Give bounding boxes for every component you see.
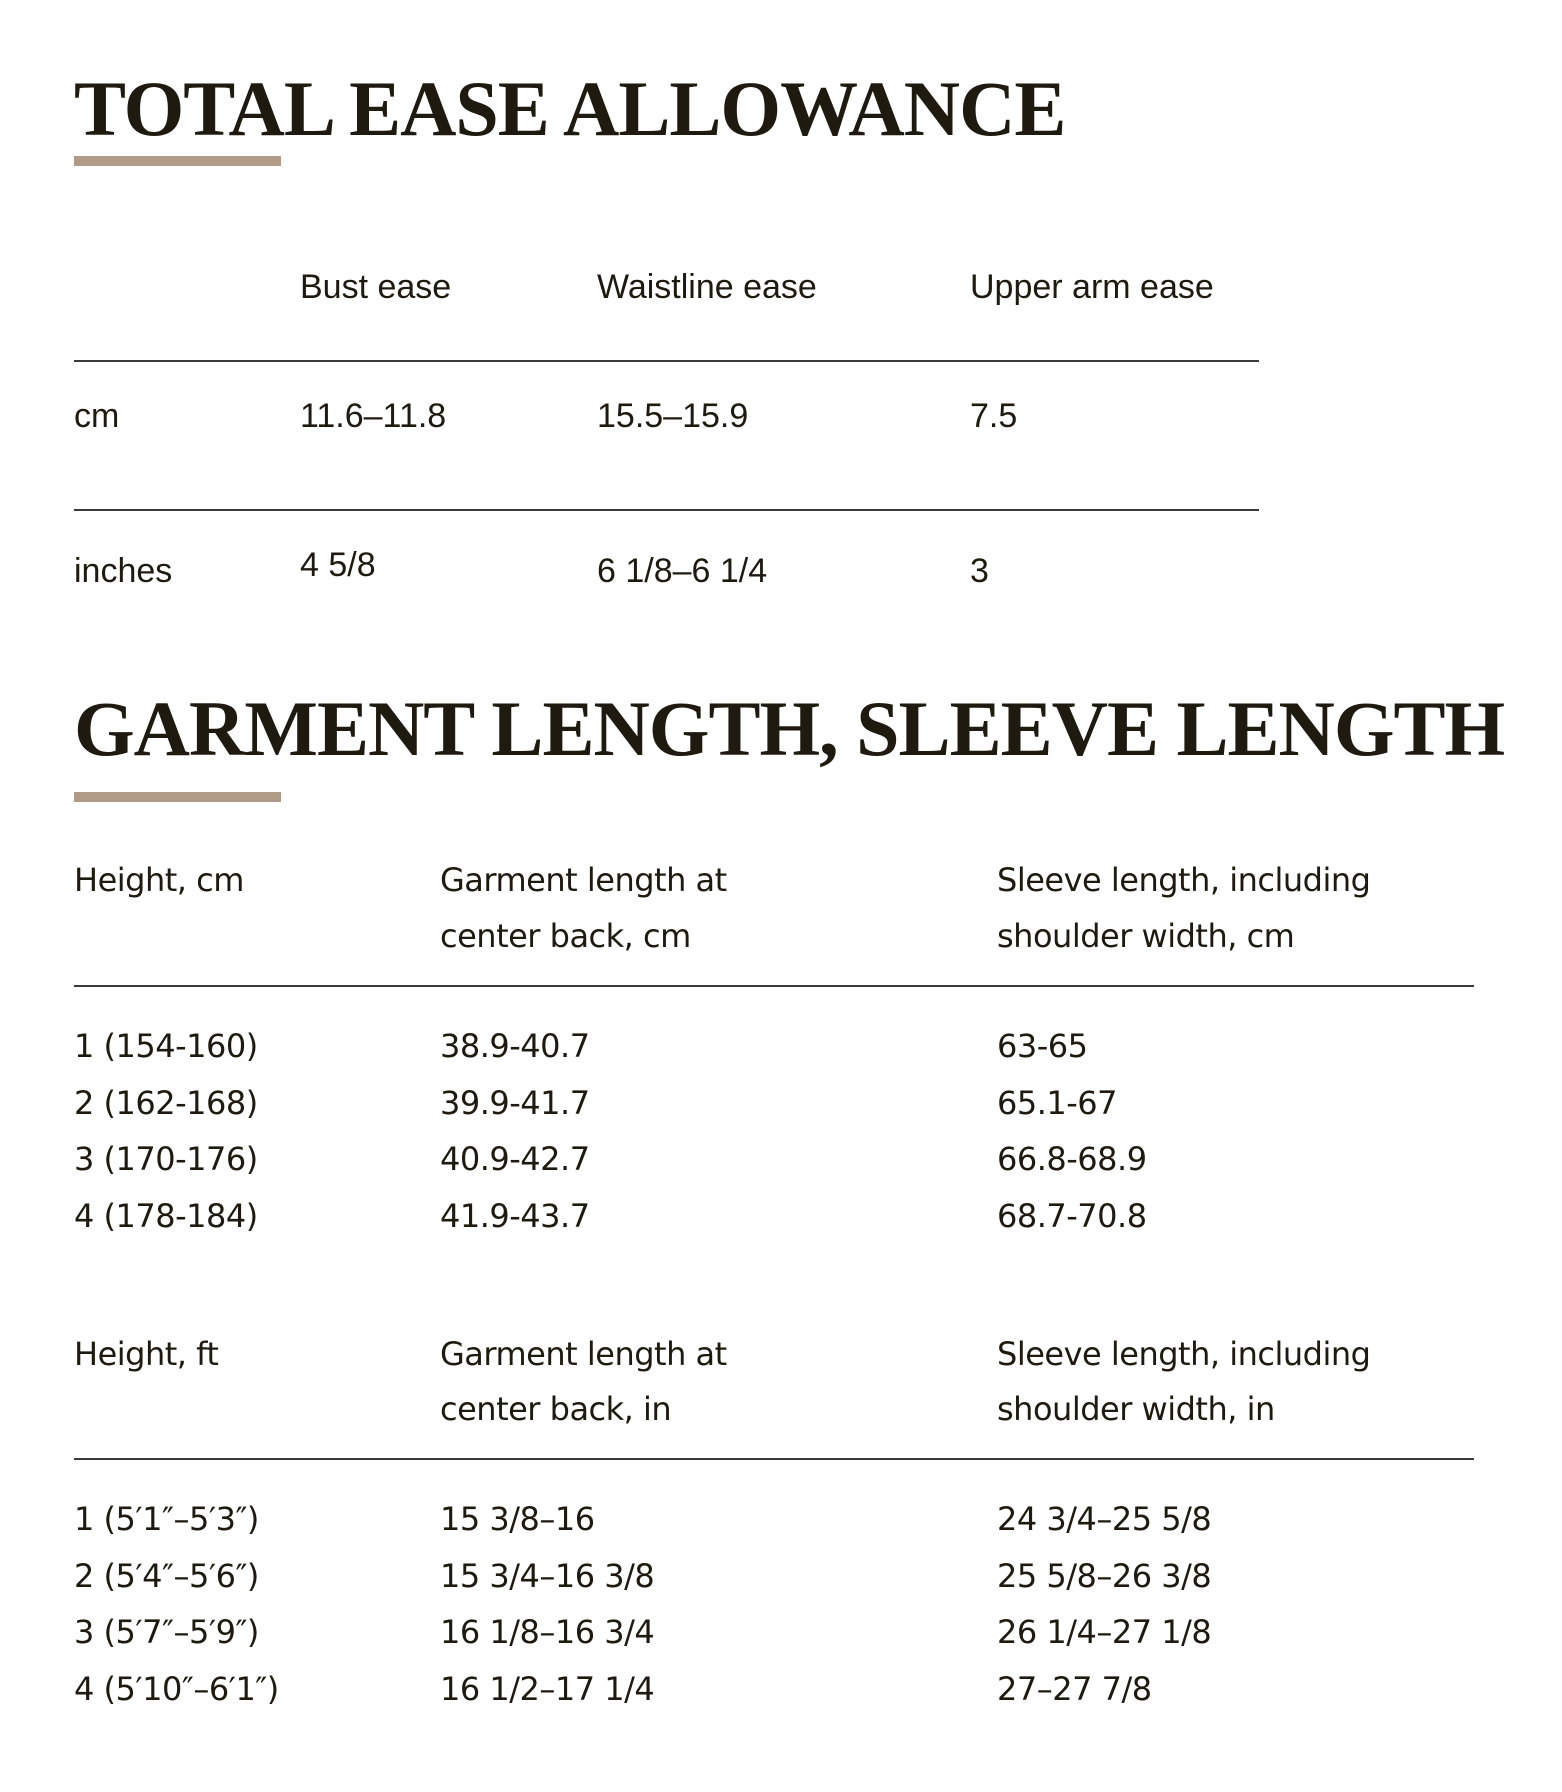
header-waist: Waistline ease — [597, 268, 817, 306]
title-underline — [74, 792, 281, 802]
cell: 15 3/4–16 3/8 — [440, 1556, 655, 1595]
divider — [74, 985, 1474, 987]
divider — [74, 509, 1259, 511]
cell: 15.5–15.9 — [597, 397, 749, 435]
cell: 4 (5′10″–6′1″) — [74, 1669, 279, 1708]
header-garment-length: Garment length at — [440, 861, 727, 899]
cell: 25 5/8–26 3/8 — [997, 1556, 1212, 1595]
header-sleeve-length-2: shoulder width, cm — [997, 917, 1295, 955]
cell: 26 1/4–27 1/8 — [997, 1613, 1212, 1651]
row-label-cm: cm — [74, 397, 120, 435]
cell: 11.6–11.8 — [300, 397, 447, 435]
cell: 7.5 — [970, 397, 1018, 435]
cell: 24 3/4–25 5/8 — [997, 1500, 1212, 1538]
cell: 40.9-42.7 — [440, 1140, 590, 1178]
cell: 2 (162-168) — [74, 1083, 258, 1122]
header-garment-length-2: center back, in — [440, 1390, 672, 1428]
cell: 1 (154-160) — [74, 1027, 258, 1065]
header-sleeve-length: Sleeve length, including — [997, 861, 1371, 899]
cell: 3 — [970, 552, 989, 590]
header-garment-length-2: center back, cm — [440, 917, 691, 955]
cell: 1 (5′1″–5′3″) — [74, 1500, 259, 1538]
header-upper-arm: Upper arm ease — [970, 268, 1214, 306]
row-label-inches: inches — [74, 552, 173, 590]
cell: 15 3/8–16 — [440, 1500, 595, 1538]
cell: 3 (5′7″–5′9″) — [74, 1613, 259, 1651]
header-bust: Bust ease — [300, 268, 452, 306]
cell: 27–27 7/8 — [997, 1669, 1152, 1708]
cell: 3 (170-176) — [74, 1140, 258, 1178]
cell: 41.9-43.7 — [440, 1196, 590, 1235]
lengths-title: GARMENT LENGTH, SLEEVE LENGTH — [74, 685, 1505, 772]
divider — [74, 360, 1259, 362]
cell: 66.8-68.9 — [997, 1140, 1147, 1178]
header-height-cm: Height, cm — [74, 861, 244, 899]
header-sleeve-length-2: shoulder width, in — [997, 1390, 1275, 1428]
divider — [74, 1458, 1474, 1460]
cell: 16 1/2–17 1/4 — [440, 1669, 655, 1708]
title-underline — [74, 156, 281, 166]
cell: 4 (178-184) — [74, 1196, 258, 1235]
cell: 63-65 — [997, 1027, 1088, 1065]
cell: 16 1/8–16 3/4 — [440, 1613, 655, 1651]
cell: 38.9-40.7 — [440, 1027, 590, 1065]
cell: 6 1/8–6 1/4 — [597, 552, 768, 590]
header-garment-length: Garment length at — [440, 1335, 727, 1373]
cell: 68.7-70.8 — [997, 1196, 1147, 1235]
cell: 2 (5′4″–5′6″) — [74, 1556, 259, 1595]
header-height-ft: Height, ft — [74, 1335, 219, 1373]
ease-title: TOTAL EASE ALLOWANCE — [74, 65, 1066, 152]
header-sleeve-length: Sleeve length, including — [997, 1335, 1371, 1373]
cell: 39.9-41.7 — [440, 1083, 590, 1122]
cell: 4 5/8 — [300, 546, 376, 584]
cell: 65.1-67 — [997, 1083, 1118, 1122]
